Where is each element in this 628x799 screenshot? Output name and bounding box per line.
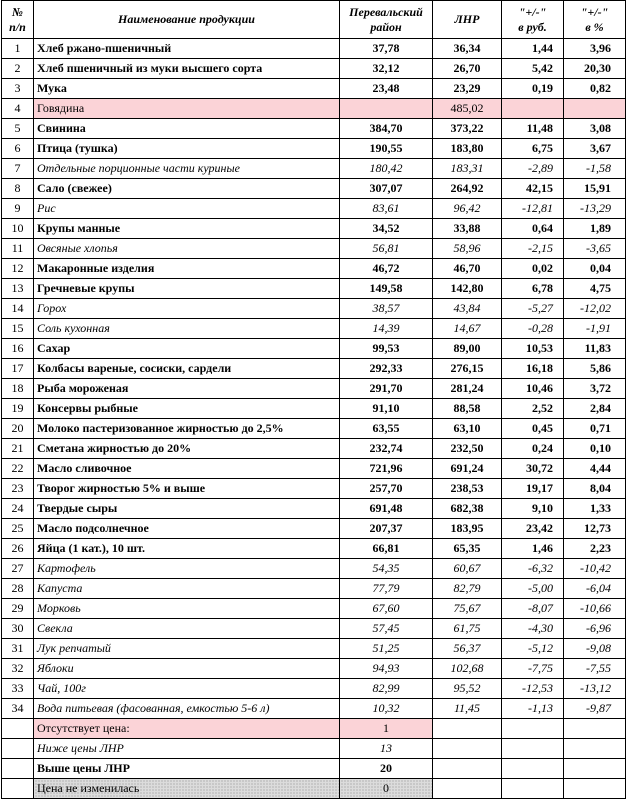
summary-value: 20 xyxy=(340,759,433,779)
lnr-price: 43,84 xyxy=(433,299,502,319)
diff-rub: 6,75 xyxy=(502,139,564,159)
diff-pct: 4,75 xyxy=(564,279,626,299)
product-name: Хлеб ржано-пшеничный xyxy=(34,39,340,59)
table-row xyxy=(2,519,626,539)
summary-label: Цена не изменилась xyxy=(34,779,340,799)
diff-rub: 1,44 xyxy=(502,39,564,59)
header-rub-line2: в руб. xyxy=(518,19,547,34)
pereval-price: 94,93 xyxy=(340,659,433,679)
lnr-price: 183,80 xyxy=(433,139,502,159)
table-row xyxy=(2,199,626,219)
product-name: Капуста xyxy=(34,579,340,599)
lnr-price: 96,42 xyxy=(433,199,502,219)
summary-label: Выше цены ЛНР xyxy=(34,759,340,779)
diff-rub: 0,45 xyxy=(502,419,564,439)
diff-pct: 0,10 xyxy=(564,439,626,459)
row-number: 31 xyxy=(2,639,34,659)
summary-row xyxy=(2,759,626,779)
summary-blank-cell xyxy=(433,759,502,779)
header-num xyxy=(2,1,34,39)
row-number: 33 xyxy=(2,679,34,699)
row-number: 23 xyxy=(2,479,34,499)
lnr-price: 63,10 xyxy=(433,419,502,439)
diff-pct: -10,66 xyxy=(564,599,626,619)
row-number: 17 xyxy=(2,359,34,379)
product-name: Говядина xyxy=(34,99,340,119)
product-name: Морковь xyxy=(34,599,340,619)
summary-value: 1 xyxy=(340,719,433,739)
pereval-price: 32,12 xyxy=(340,59,433,79)
diff-pct: 3,67 xyxy=(564,139,626,159)
table-row xyxy=(2,79,626,99)
pereval-price: 46,72 xyxy=(340,259,433,279)
diff-pct: 15,91 xyxy=(564,179,626,199)
lnr-price: 89,00 xyxy=(433,339,502,359)
diff-pct: 1,33 xyxy=(564,499,626,519)
row-number: 13 xyxy=(2,279,34,299)
diff-pct: 5,86 xyxy=(564,359,626,379)
diff-pct: -10,42 xyxy=(564,559,626,579)
header-pereval-line1: Перевальский xyxy=(349,4,423,19)
summary-blank-num xyxy=(2,739,34,759)
diff-rub: -2,89 xyxy=(502,159,564,179)
header-rub xyxy=(502,1,564,39)
row-number: 34 xyxy=(2,699,34,719)
table-row xyxy=(2,419,626,439)
diff-rub: 30,72 xyxy=(502,459,564,479)
diff-pct: 11,83 xyxy=(564,339,626,359)
lnr-price: 373,22 xyxy=(433,119,502,139)
diff-rub: -12,53 xyxy=(502,679,564,699)
pereval-price: 67,60 xyxy=(340,599,433,619)
diff-pct: -6,04 xyxy=(564,579,626,599)
header-lnr: ЛНР xyxy=(433,1,502,39)
lnr-price: 33,88 xyxy=(433,219,502,239)
header-num-line2: п/п xyxy=(9,19,26,34)
lnr-price: 88,58 xyxy=(433,399,502,419)
pereval-price: 10,32 xyxy=(340,699,433,719)
pereval-price: 291,70 xyxy=(340,379,433,399)
lnr-price: 46,70 xyxy=(433,259,502,279)
header-pereval-line2: район xyxy=(370,19,402,34)
diff-pct: -9,08 xyxy=(564,639,626,659)
row-number: 29 xyxy=(2,599,34,619)
row-number: 20 xyxy=(2,419,34,439)
table-row xyxy=(2,319,626,339)
pereval-price: 691,48 xyxy=(340,499,433,519)
row-number: 32 xyxy=(2,659,34,679)
pereval-price: 51,25 xyxy=(340,639,433,659)
lnr-price: 60,67 xyxy=(433,559,502,579)
diff-rub: 0,19 xyxy=(502,79,564,99)
lnr-price: 11,45 xyxy=(433,699,502,719)
header-rub-line1: "+/-" xyxy=(518,4,547,19)
header-pct-line1: "+/-" xyxy=(580,4,609,19)
summary-row xyxy=(2,739,626,759)
table-row xyxy=(2,299,626,319)
table-row xyxy=(2,239,626,259)
pereval-price: 23,48 xyxy=(340,79,433,99)
table-row xyxy=(2,559,626,579)
diff-pct: 8,04 xyxy=(564,479,626,499)
table-row xyxy=(2,479,626,499)
diff-pct: 4,44 xyxy=(564,459,626,479)
diff-pct: -6,96 xyxy=(564,619,626,639)
pereval-price xyxy=(340,99,433,119)
pereval-price: 180,42 xyxy=(340,159,433,179)
table-row xyxy=(2,579,626,599)
lnr-price: 26,70 xyxy=(433,59,502,79)
table-row xyxy=(2,379,626,399)
product-name: Масло сливочное xyxy=(34,459,340,479)
summary-blank-num xyxy=(2,719,34,739)
pereval-price: 91,10 xyxy=(340,399,433,419)
product-name: Колбасы вареные, сосиски, сардели xyxy=(34,359,340,379)
diff-pct: 3,96 xyxy=(564,39,626,59)
table-row xyxy=(2,159,626,179)
row-number: 6 xyxy=(2,139,34,159)
summary-blank-num xyxy=(2,759,34,779)
product-name: Вода питьевая (фасованная, емкостью 5-6 л) xyxy=(34,699,340,719)
diff-rub: 10,53 xyxy=(502,339,564,359)
pereval-price: 57,45 xyxy=(340,619,433,639)
summary-blank-cell xyxy=(564,739,626,759)
diff-pct: 12,73 xyxy=(564,519,626,539)
summary-blank-cell xyxy=(502,719,564,739)
product-name: Соль кухонная xyxy=(34,319,340,339)
table-row xyxy=(2,619,626,639)
row-number: 25 xyxy=(2,519,34,539)
pereval-price: 99,53 xyxy=(340,339,433,359)
pereval-price: 257,70 xyxy=(340,479,433,499)
diff-pct: 3,08 xyxy=(564,119,626,139)
lnr-price: 58,96 xyxy=(433,239,502,259)
pereval-price: 721,96 xyxy=(340,459,433,479)
diff-pct: 1,89 xyxy=(564,219,626,239)
diff-rub: 5,42 xyxy=(502,59,564,79)
lnr-price: 65,35 xyxy=(433,539,502,559)
product-name: Рыба мороженая xyxy=(34,379,340,399)
product-name: Чай, 100г xyxy=(34,679,340,699)
diff-pct: 3,72 xyxy=(564,379,626,399)
diff-pct: -3,65 xyxy=(564,239,626,259)
diff-pct: -13,12 xyxy=(564,679,626,699)
row-number: 11 xyxy=(2,239,34,259)
diff-pct: 0,71 xyxy=(564,419,626,439)
row-number: 1 xyxy=(2,39,34,59)
diff-pct: -1,58 xyxy=(564,159,626,179)
row-number: 30 xyxy=(2,619,34,639)
table-row xyxy=(2,359,626,379)
diff-rub xyxy=(502,99,564,119)
diff-rub: -4,30 xyxy=(502,619,564,639)
pereval-price: 190,55 xyxy=(340,139,433,159)
price-comparison-table xyxy=(1,0,626,799)
product-name: Консервы рыбные xyxy=(34,399,340,419)
pereval-price: 83,61 xyxy=(340,199,433,219)
row-number: 26 xyxy=(2,539,34,559)
row-number: 2 xyxy=(2,59,34,79)
summary-blank-cell xyxy=(433,719,502,739)
diff-pct: 0,04 xyxy=(564,259,626,279)
table-row xyxy=(2,39,626,59)
pereval-price: 307,07 xyxy=(340,179,433,199)
row-number: 10 xyxy=(2,219,34,239)
lnr-price: 14,67 xyxy=(433,319,502,339)
product-name: Молоко пастеризованное жирностью до 2,5% xyxy=(34,419,340,439)
diff-pct: 0,82 xyxy=(564,79,626,99)
pereval-price: 292,33 xyxy=(340,359,433,379)
diff-rub: -12,81 xyxy=(502,199,564,219)
lnr-price: 102,68 xyxy=(433,659,502,679)
diff-rub: -0,28 xyxy=(502,319,564,339)
diff-rub: 23,42 xyxy=(502,519,564,539)
product-name: Масло подсолнечное xyxy=(34,519,340,539)
row-number: 19 xyxy=(2,399,34,419)
product-name: Яйца (1 кат.), 10 шт. xyxy=(34,539,340,559)
lnr-price: 691,24 xyxy=(433,459,502,479)
product-name: Сало (свежее) xyxy=(34,179,340,199)
table-header-row xyxy=(2,1,626,39)
pereval-price: 149,58 xyxy=(340,279,433,299)
table-row xyxy=(2,679,626,699)
table-row xyxy=(2,99,626,119)
diff-pct: -1,91 xyxy=(564,319,626,339)
lnr-price: 56,37 xyxy=(433,639,502,659)
product-name: Горох xyxy=(34,299,340,319)
table-row xyxy=(2,639,626,659)
header-pct xyxy=(564,1,626,39)
product-name: Отдельные порционные части куриные xyxy=(34,159,340,179)
summary-blank-cell xyxy=(433,739,502,759)
header-name: Наименование продукции xyxy=(34,1,340,39)
diff-rub: -5,00 xyxy=(502,579,564,599)
product-name: Рис xyxy=(34,199,340,219)
row-number: 9 xyxy=(2,199,34,219)
diff-rub: 9,10 xyxy=(502,499,564,519)
summary-label: Отсутствует цена: xyxy=(34,719,340,739)
diff-rub: -8,07 xyxy=(502,599,564,619)
header-num-line1: № xyxy=(12,4,23,19)
diff-rub: 11,48 xyxy=(502,119,564,139)
row-number: 27 xyxy=(2,559,34,579)
product-name: Мука xyxy=(34,79,340,99)
table-row xyxy=(2,599,626,619)
pereval-price: 34,52 xyxy=(340,219,433,239)
lnr-price: 232,50 xyxy=(433,439,502,459)
table-row xyxy=(2,539,626,559)
summary-row xyxy=(2,719,626,739)
row-number: 12 xyxy=(2,259,34,279)
diff-rub: -7,75 xyxy=(502,659,564,679)
table-body xyxy=(2,39,626,799)
lnr-price: 95,52 xyxy=(433,679,502,699)
product-name: Творог жирностью 5% и выше xyxy=(34,479,340,499)
product-name: Крупы манные xyxy=(34,219,340,239)
product-name: Лук репчатый xyxy=(34,639,340,659)
lnr-price: 238,53 xyxy=(433,479,502,499)
lnr-price: 183,31 xyxy=(433,159,502,179)
row-number: 24 xyxy=(2,499,34,519)
row-number: 21 xyxy=(2,439,34,459)
diff-rub: -2,15 xyxy=(502,239,564,259)
row-number: 3 xyxy=(2,79,34,99)
diff-rub: 10,46 xyxy=(502,379,564,399)
table-row xyxy=(2,279,626,299)
pereval-price: 54,35 xyxy=(340,559,433,579)
table-row xyxy=(2,439,626,459)
table-row xyxy=(2,259,626,279)
lnr-price: 36,34 xyxy=(433,39,502,59)
pereval-price: 232,74 xyxy=(340,439,433,459)
diff-rub: -1,13 xyxy=(502,699,564,719)
lnr-price: 61,75 xyxy=(433,619,502,639)
pereval-price: 207,37 xyxy=(340,519,433,539)
diff-rub: -5,27 xyxy=(502,299,564,319)
product-name: Картофель xyxy=(34,559,340,579)
pereval-price: 37,78 xyxy=(340,39,433,59)
diff-rub: 2,52 xyxy=(502,399,564,419)
table-row xyxy=(2,179,626,199)
table-row xyxy=(2,59,626,79)
diff-rub: 19,17 xyxy=(502,479,564,499)
lnr-price: 142,80 xyxy=(433,279,502,299)
table-row xyxy=(2,499,626,519)
product-name: Гречневые крупы xyxy=(34,279,340,299)
pereval-price: 66,81 xyxy=(340,539,433,559)
diff-pct: 2,84 xyxy=(564,399,626,419)
product-name: Яблоки xyxy=(34,659,340,679)
diff-rub: 0,64 xyxy=(502,219,564,239)
lnr-price: 23,29 xyxy=(433,79,502,99)
pereval-price: 77,79 xyxy=(340,579,433,599)
diff-pct: 2,23 xyxy=(564,539,626,559)
summary-value: 0 xyxy=(340,779,433,799)
product-name: Хлеб пшеничный из муки высшего сорта xyxy=(34,59,340,79)
row-number: 22 xyxy=(2,459,34,479)
diff-pct: 20,30 xyxy=(564,59,626,79)
diff-pct: -7,55 xyxy=(564,659,626,679)
pereval-price: 82,99 xyxy=(340,679,433,699)
product-name: Овсяные хлопья xyxy=(34,239,340,259)
pereval-price: 63,55 xyxy=(340,419,433,439)
row-number: 8 xyxy=(2,179,34,199)
lnr-price: 75,67 xyxy=(433,599,502,619)
product-name: Свинина xyxy=(34,119,340,139)
product-name: Птица (тушка) xyxy=(34,139,340,159)
lnr-price: 264,92 xyxy=(433,179,502,199)
lnr-price: 682,38 xyxy=(433,499,502,519)
product-name: Макаронные изделия xyxy=(34,259,340,279)
diff-pct xyxy=(564,99,626,119)
row-number: 15 xyxy=(2,319,34,339)
diff-rub: 16,18 xyxy=(502,359,564,379)
pereval-price: 56,81 xyxy=(340,239,433,259)
pereval-price: 38,57 xyxy=(340,299,433,319)
summary-blank-cell xyxy=(564,759,626,779)
diff-pct: -13,29 xyxy=(564,199,626,219)
row-number: 14 xyxy=(2,299,34,319)
row-number: 16 xyxy=(2,339,34,359)
diff-rub: 0,02 xyxy=(502,259,564,279)
diff-pct: -12,02 xyxy=(564,299,626,319)
lnr-price: 82,79 xyxy=(433,579,502,599)
summary-blank-cell xyxy=(502,759,564,779)
header-pereval xyxy=(340,1,433,39)
summary-blank-cell xyxy=(502,739,564,759)
diff-rub: -5,12 xyxy=(502,639,564,659)
product-name: Сметана жирностью до 20% xyxy=(34,439,340,459)
table-row xyxy=(2,459,626,479)
row-number: 5 xyxy=(2,119,34,139)
table-row xyxy=(2,219,626,239)
diff-rub: 0,24 xyxy=(502,439,564,459)
lnr-price: 485,02 xyxy=(433,99,502,119)
summary-blank-cell xyxy=(564,719,626,739)
table-row xyxy=(2,399,626,419)
summary-value: 13 xyxy=(340,739,433,759)
pereval-price: 14,39 xyxy=(340,319,433,339)
row-number: 18 xyxy=(2,379,34,399)
lnr-price: 183,95 xyxy=(433,519,502,539)
product-name: Сахар xyxy=(34,339,340,359)
header-pct-line2: в % xyxy=(585,19,604,34)
diff-rub: 6,78 xyxy=(502,279,564,299)
pereval-price: 384,70 xyxy=(340,119,433,139)
summary-label: Ниже цены ЛНР xyxy=(34,739,340,759)
lnr-price: 276,15 xyxy=(433,359,502,379)
row-number: 7 xyxy=(2,159,34,179)
table-row xyxy=(2,119,626,139)
table-row xyxy=(2,339,626,359)
table-row xyxy=(2,659,626,679)
diff-rub: -6,32 xyxy=(502,559,564,579)
product-name: Твердые сыры xyxy=(34,499,340,519)
row-number: 4 xyxy=(2,99,34,119)
diff-rub: 1,46 xyxy=(502,539,564,559)
table-row xyxy=(2,139,626,159)
lnr-price: 281,24 xyxy=(433,379,502,399)
product-name: Свекла xyxy=(34,619,340,639)
table-row xyxy=(2,699,626,719)
diff-rub: 42,15 xyxy=(502,179,564,199)
row-number: 28 xyxy=(2,579,34,599)
diff-pct: -9,87 xyxy=(564,699,626,719)
